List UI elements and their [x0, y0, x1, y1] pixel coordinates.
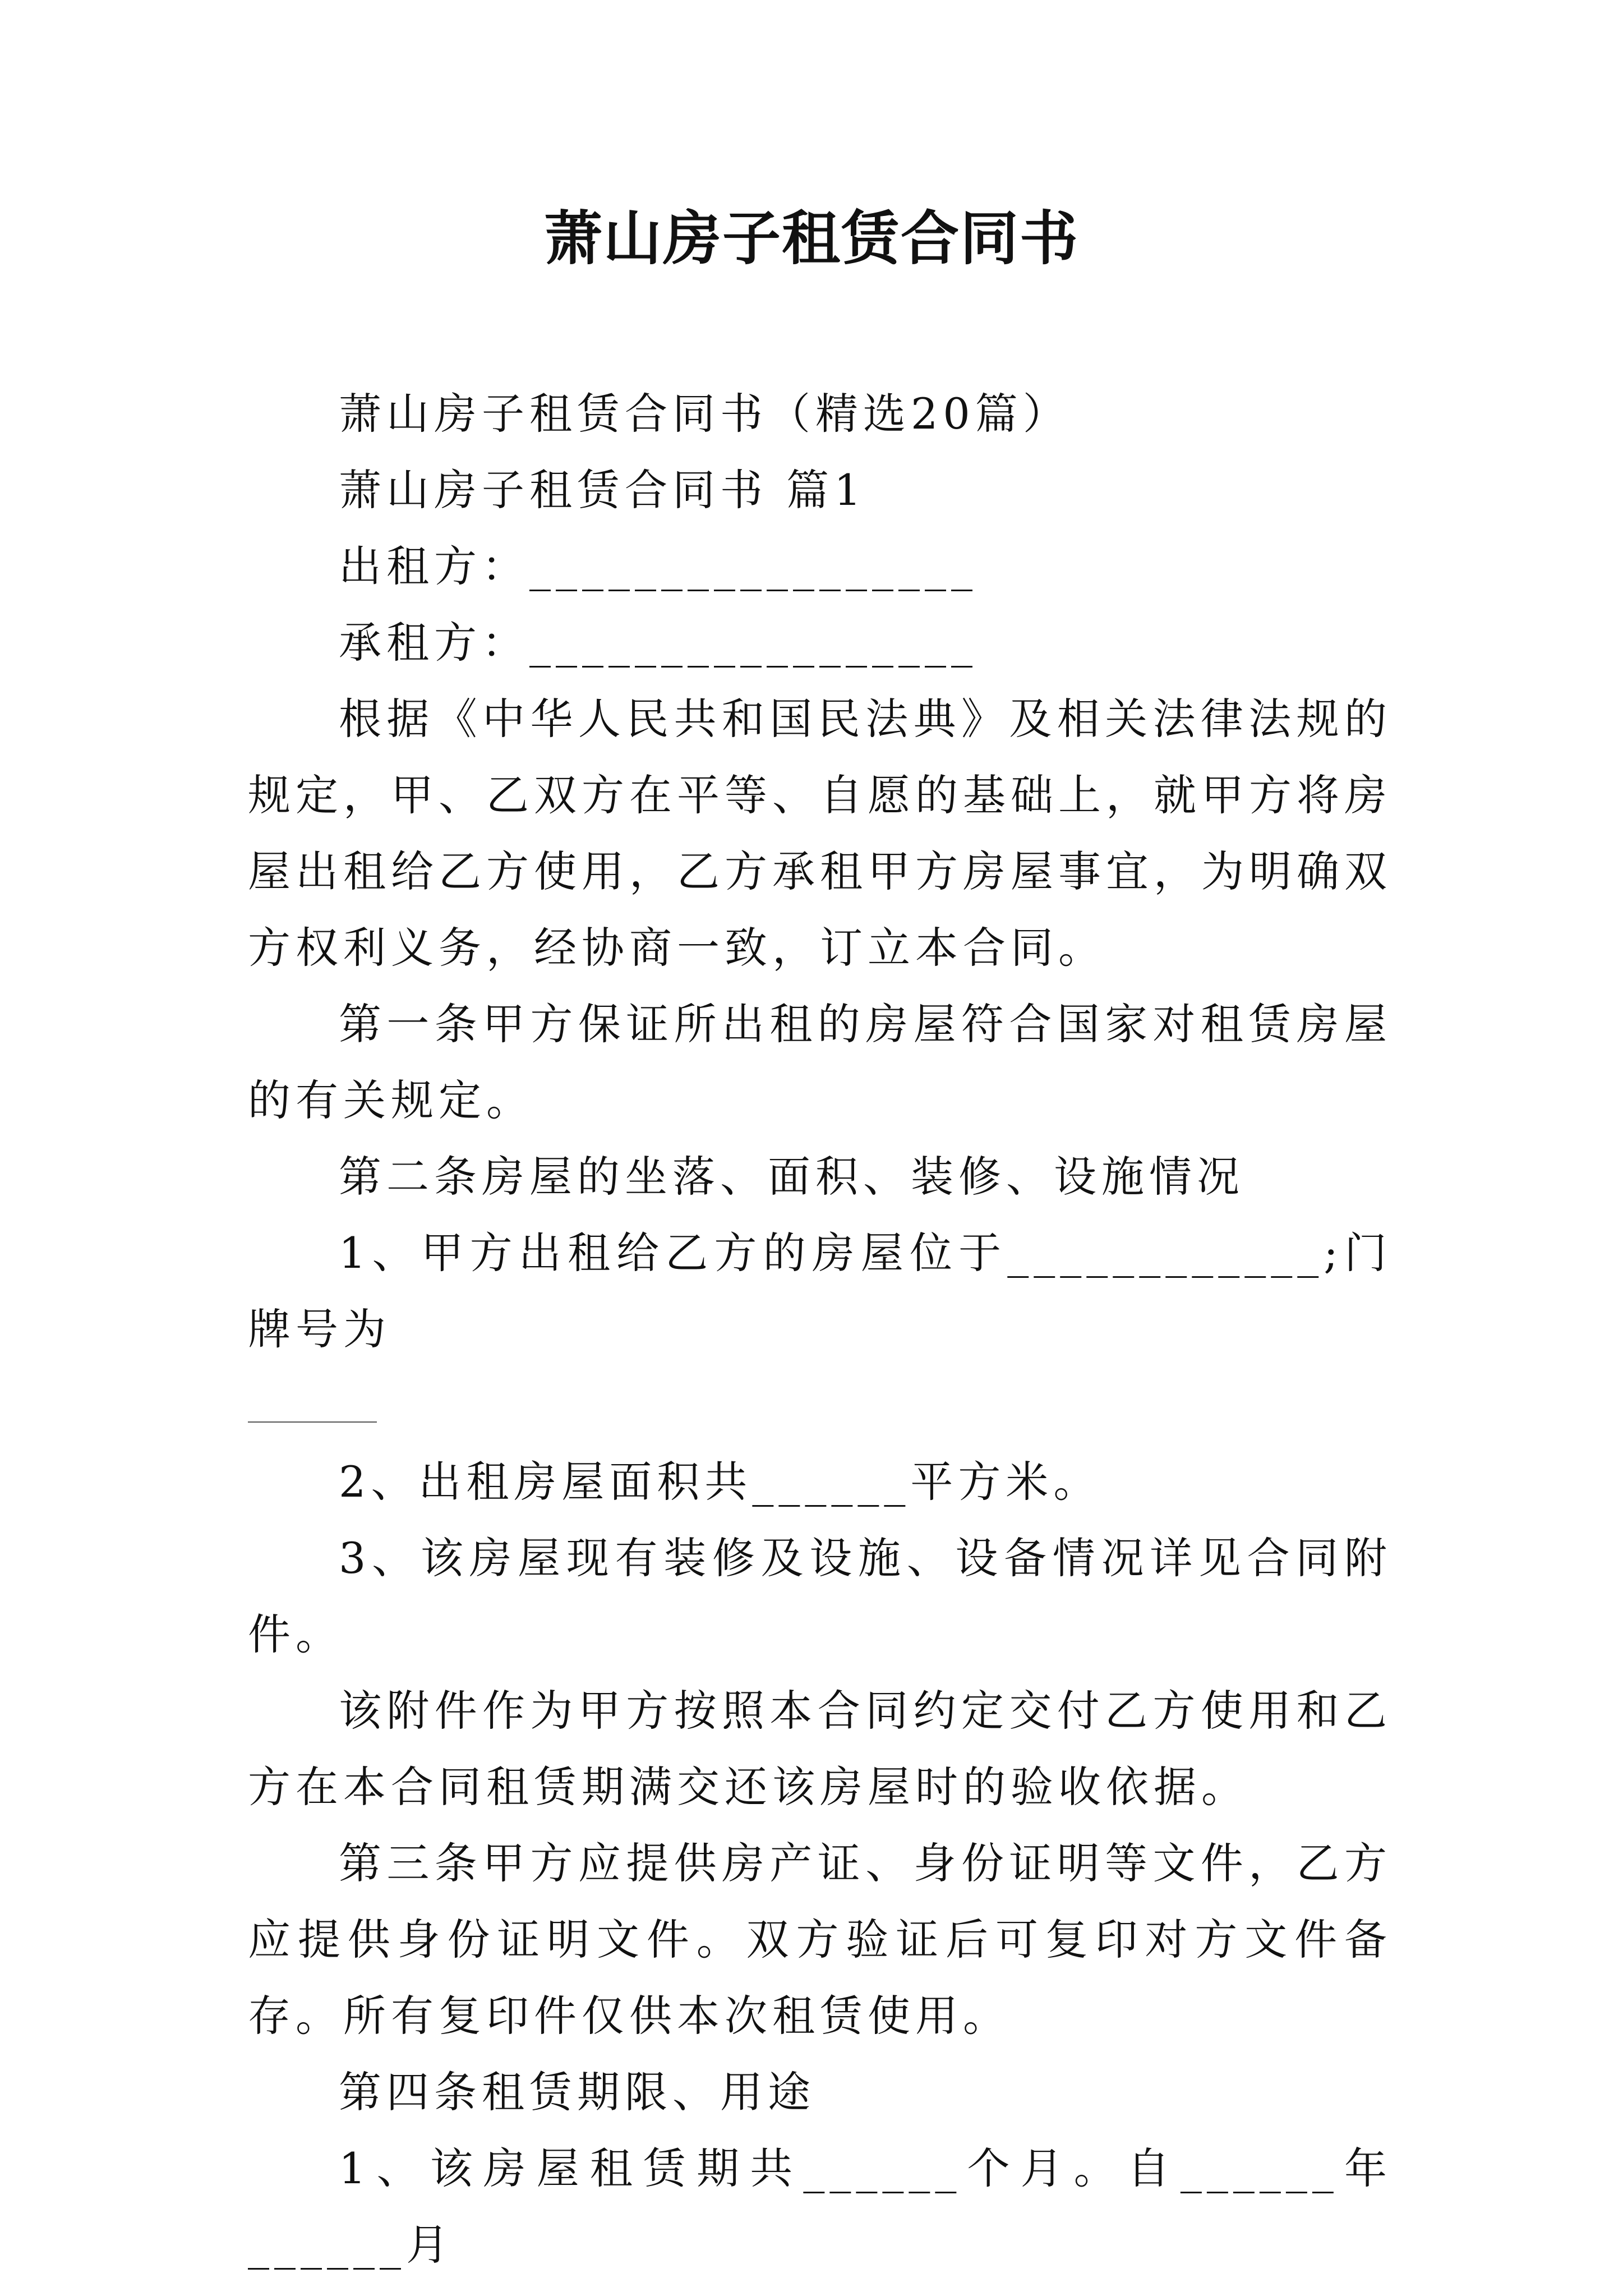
lessor-line: 出租方：_________________	[339, 541, 978, 591]
paragraph-article-4-item-1: 1、该房屋租赁期共______个月。自______年______月	[248, 2143, 1392, 2270]
paragraph-article-2-heading: 第二条房屋的坐落、面积、装修、设施情况	[339, 1152, 1244, 1202]
paragraph-article-4-heading: 第四条租赁期限、用途	[339, 2067, 815, 2117]
document-subtitle: 萧山房子租赁合同书（精选20篇）	[339, 389, 1071, 439]
lessee-line: 承租方：_________________	[339, 618, 978, 668]
paragraph-article-1: 第一条甲方保证所出租的房屋符合国家对租赁房屋的有关规定。	[248, 999, 1392, 1125]
door-number-blank	[248, 1368, 377, 1444]
paragraph-annex-note: 该附件作为甲方按照本合同约定交付乙方使用和乙方在本合同租赁期满交还该房屋时的验收依据。	[248, 1686, 1392, 1812]
document-title: 萧山房子租赁合同书	[543, 204, 1079, 273]
document-body	[248, 376, 1392, 2283]
paragraph-article-2-item-2: 2、出租房屋面积共______平方米。	[339, 1457, 1101, 1507]
paragraph-article-2-item-3: 3、该房屋现有装修及设施、设备情况详见合同附件。	[248, 1533, 1392, 1659]
section-heading: 萧山房子租赁合同书 篇1	[339, 465, 866, 515]
paragraph-article-3: 第三条甲方应提供房产证、身份证明等文件，乙方应提供身份证明文件。双方验证后可复印对方文件备存。所有复印件仅供本次租赁使用。	[248, 1838, 1392, 2041]
paragraph-preamble: 根据《中华人民共和国民法典》及相关法律法规的规定，甲、乙双方在平等、自愿的基础上，就甲方将房屋出租给乙方使用，乙方承租甲方房屋事宜，为明确双方权利义务，经协商一致，订立本合同。	[248, 694, 1392, 973]
paragraph-article-2-item-1: 1、甲方出租给乙方的房屋位于____________;门牌号为	[248, 1228, 1392, 1354]
